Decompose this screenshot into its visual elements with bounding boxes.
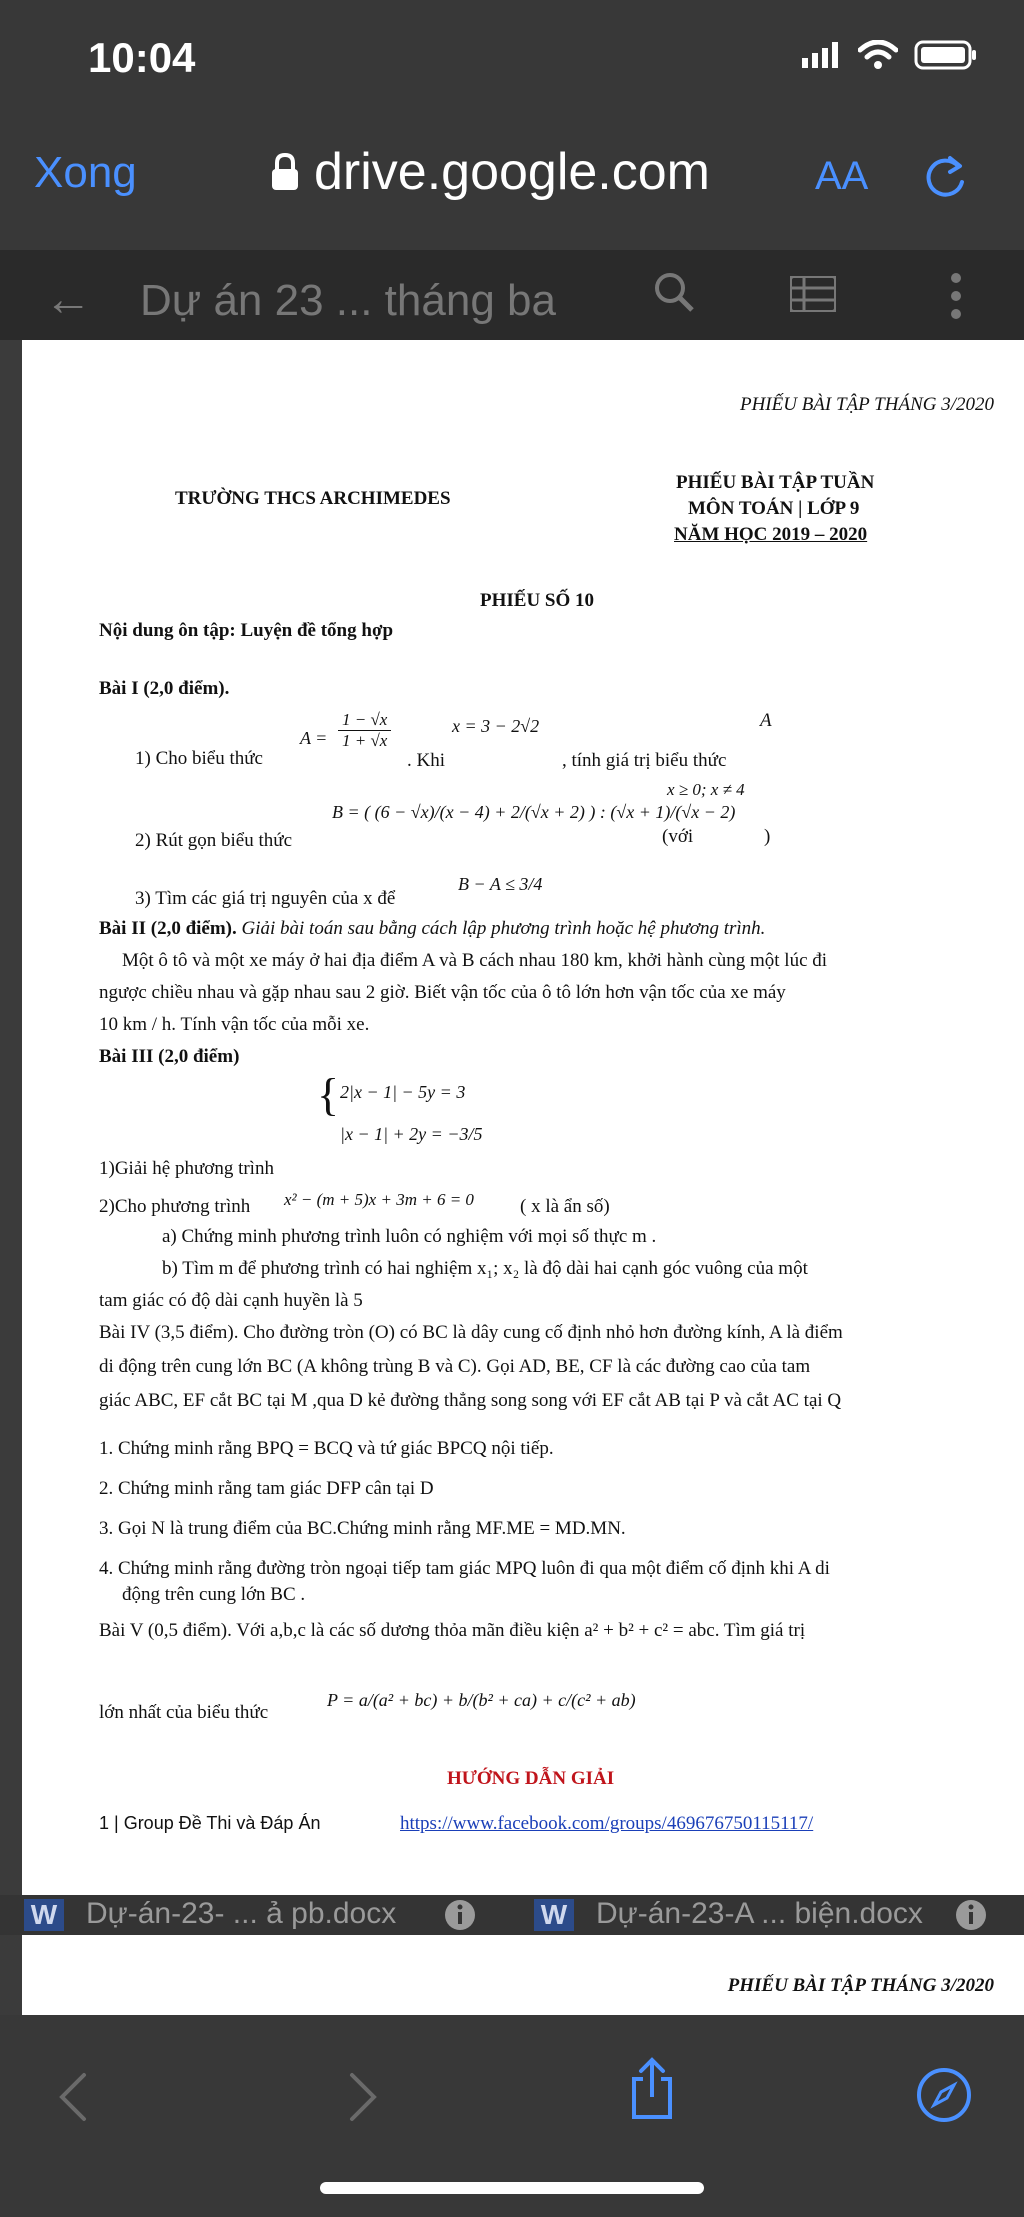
b3-qb-cont: tam giác có độ dài cạnh huyền là 5 bbox=[99, 1290, 363, 1311]
content-line: Nội dung ôn tập: Luyện đề tổng hợp bbox=[99, 620, 394, 641]
document-page bbox=[22, 340, 1024, 1895]
text-size-button[interactable]: AA bbox=[815, 154, 869, 198]
bai-4-line-3: giác ABC, EF cắt BC tại M ,qua D kẻ đường thẳng song song với EF cắt AB tại P và cắt AC tại Q bbox=[99, 1390, 842, 1411]
footer-link[interactable]: https://www.facebook.com/groups/469676750115117/ bbox=[400, 1813, 814, 1834]
bai-2-title: Bài II (2,0 điểm). bbox=[99, 918, 237, 939]
bai-2-line-1: Một ô tô và một xe máy ở hai địa điểm A và B cách nhau 180 km, khởi hành cùng một lúc đi bbox=[122, 950, 828, 971]
share-icon[interactable] bbox=[628, 2057, 676, 2121]
url-field[interactable] bbox=[270, 142, 710, 202]
bai-4-item-2: 2. Chứng minh rằng tam giác DFP cân tại D bbox=[99, 1478, 434, 1499]
school-name: TRƯỜNG THCS ARCHIMEDES bbox=[175, 488, 451, 509]
b1-condition: x ≥ 0; x ≠ 4 bbox=[667, 780, 745, 799]
bai-4-line-2: di động trên cung lớn BC (A không trùng B và C). Gọi AD, BE, CF là các đường cao của tam bbox=[99, 1356, 811, 1377]
compass-icon[interactable] bbox=[916, 2067, 972, 2123]
bai-1-title: Bài I (2,0 điểm). bbox=[99, 678, 230, 699]
bai-4-line-1: Bài IV (3,5 điểm). Cho đường tròn (O) có BC là dây cung cố định nhỏ hơn đường kính, A là điểm bbox=[99, 1322, 843, 1343]
reload-icon[interactable] bbox=[920, 150, 970, 204]
sheet-number: PHIẾU SỐ 10 bbox=[480, 590, 595, 611]
b3-system-eq-2: |x − 1| + 2y = −3/5 bbox=[340, 1124, 483, 1144]
b1-q3-text: 3) Tìm các giá trị nguyên của x để bbox=[135, 888, 396, 909]
wifi-icon bbox=[858, 40, 898, 70]
bai-2-line-2: ngược chiều nhau và gặp nhau sau 2 giờ. Biết vận tốc của ô tô lớn hơn vận tốc của xe máy bbox=[99, 982, 786, 1003]
guide-title: HƯỚNG DẪN GIẢI bbox=[447, 1768, 615, 1789]
back-chevron-icon[interactable] bbox=[58, 2071, 88, 2123]
bai-3-title: Bài III (2,0 điểm) bbox=[99, 1046, 240, 1067]
back-arrow-icon[interactable]: ← bbox=[44, 273, 92, 326]
attachment-2-name[interactable]: Dự-án-23-A ... biện.docx bbox=[596, 1897, 923, 1930]
url-text: drive.google.com bbox=[314, 143, 710, 201]
word-doc-icon: W bbox=[534, 1899, 574, 1931]
document-title: Dự án 23 ... tháng ba bbox=[140, 276, 556, 325]
bai-5-line-2: lớn nhất của biểu thức bbox=[99, 1702, 269, 1723]
bai-4-item-1: 1. Chứng minh rằng BPQ = BCQ và tứ giác BPCQ nội tiếp. bbox=[99, 1438, 554, 1459]
info-icon[interactable] bbox=[955, 1899, 987, 1931]
list-view-icon[interactable] bbox=[790, 276, 836, 312]
done-button[interactable]: Xong bbox=[34, 148, 137, 197]
b3-q2-equation: x² − (m + 5)x + 3m + 6 = 0 bbox=[284, 1190, 474, 1209]
address-bar bbox=[0, 110, 1024, 250]
b3-qa: a) Chứng minh phương trình luôn có nghiệm với mọi số thực m . bbox=[162, 1226, 657, 1247]
bai-4-item-3: 3. Gọi N là trung điểm của BC.Chứng minh rằng MF.ME = MD.MN. bbox=[99, 1518, 626, 1539]
b1-a-numerator: 1 − √x bbox=[338, 710, 391, 731]
b1-a-denominator: 1 + √x bbox=[342, 731, 388, 750]
b1-b-expression: B = ( (6 − √x)/(x − 4) + 2/(√x + 2) ) : (√x + 1)/(√x − 2) bbox=[332, 802, 736, 822]
bai-2-header bbox=[99, 918, 765, 940]
b1-a-label: A = bbox=[300, 728, 328, 748]
cellular-signal-icon bbox=[802, 42, 842, 68]
bai-2-instruction: Giải bài toán sau bằng cách lập phương trình hoặc hệ phương trình. bbox=[241, 918, 766, 939]
bai-4-item-4-cont: động trên cung lớn BC . bbox=[122, 1584, 306, 1605]
b1-close-paren: ) bbox=[764, 826, 771, 847]
header-right-line-2: MÔN TOÁN | LỚP 9 bbox=[688, 498, 860, 519]
bai-5-line-1: Bài V (0,5 điểm). Với a,b,c là các số dương thỏa mãn điều kiện a² + b² + c² = abc. Tìm giá trị bbox=[99, 1620, 806, 1641]
sheet-header: PHIẾU BÀI TẬP THÁNG 3/2020 bbox=[739, 394, 994, 415]
b1-tinh: , tính giá trị biểu thức bbox=[562, 750, 727, 771]
attachment-1-name[interactable]: Dự-án-23- ... ả pb.docx bbox=[86, 1897, 397, 1930]
b5-p-expression: P = a/(a² + bc) + b/(b² + ca) + c/(c² + ab) bbox=[327, 1690, 636, 1710]
b3-q2-note: ( x là ẩn số) bbox=[520, 1196, 610, 1217]
forward-chevron-icon[interactable] bbox=[348, 2071, 378, 2123]
bai-2-line-3: 10 km / h. Tính vận tốc của mỗi xe. bbox=[99, 1014, 370, 1035]
footer-label: 1 | Group Đề Thi và Đáp Án bbox=[99, 1813, 321, 1833]
b3-system-eq-1: 2|x − 1| − 5y = 3 bbox=[340, 1082, 466, 1102]
b3-system-brace: { bbox=[317, 1069, 340, 1120]
system-icons bbox=[802, 40, 978, 70]
b1-q3-expression: B − A ≤ 3/4 bbox=[458, 874, 543, 894]
b1-q1-text: 1) Cho biểu thức bbox=[135, 748, 263, 769]
b1-x-value: x = 3 − 2√2 bbox=[452, 716, 540, 736]
b1-voi: (với bbox=[662, 826, 694, 847]
b1-khi: . Khi bbox=[407, 750, 445, 771]
b1-q2-text: 2) Rút gọn biểu thức bbox=[135, 830, 293, 851]
bottom-toolbar bbox=[0, 2015, 1024, 2217]
lock-icon bbox=[270, 152, 300, 192]
next-document-page bbox=[22, 1935, 1024, 2015]
bai-4-item-4: 4. Chứng minh rằng đường tròn ngoại tiếp tam giác MPQ luôn đi qua một điểm cố định khi A di bbox=[99, 1558, 830, 1579]
battery-icon bbox=[914, 40, 978, 70]
b3-q2-text: 2)Cho phương trình bbox=[99, 1196, 251, 1217]
drive-viewer-header bbox=[0, 250, 1024, 340]
b1-a-var: A bbox=[760, 710, 772, 731]
header-right-line-3: NĂM HỌC 2019 – 2020 bbox=[674, 524, 868, 545]
header-right-line-1: PHIẾU BÀI TẬP TUẦN bbox=[676, 472, 875, 493]
info-icon[interactable] bbox=[444, 1899, 476, 1931]
home-indicator bbox=[320, 2182, 704, 2194]
status-bar bbox=[0, 0, 1024, 110]
b3-qb: b) Tìm m để phương trình có hai nghiệm x₁; x₂ là độ dài hai cạnh góc vuông của một bbox=[162, 1258, 808, 1279]
b3-q1-text: 1)Giải hệ phương trình bbox=[99, 1158, 274, 1179]
word-doc-icon: W bbox=[24, 1899, 64, 1931]
next-sheet-header: PHIẾU BÀI TẬP THÁNG 3/2020 bbox=[727, 1975, 994, 1996]
more-options-icon[interactable] bbox=[948, 272, 964, 320]
clock: 10:04 bbox=[88, 34, 196, 81]
search-icon[interactable] bbox=[652, 270, 696, 314]
b1-a-fraction bbox=[338, 710, 391, 751]
attachments-bar bbox=[0, 1895, 1024, 1935]
